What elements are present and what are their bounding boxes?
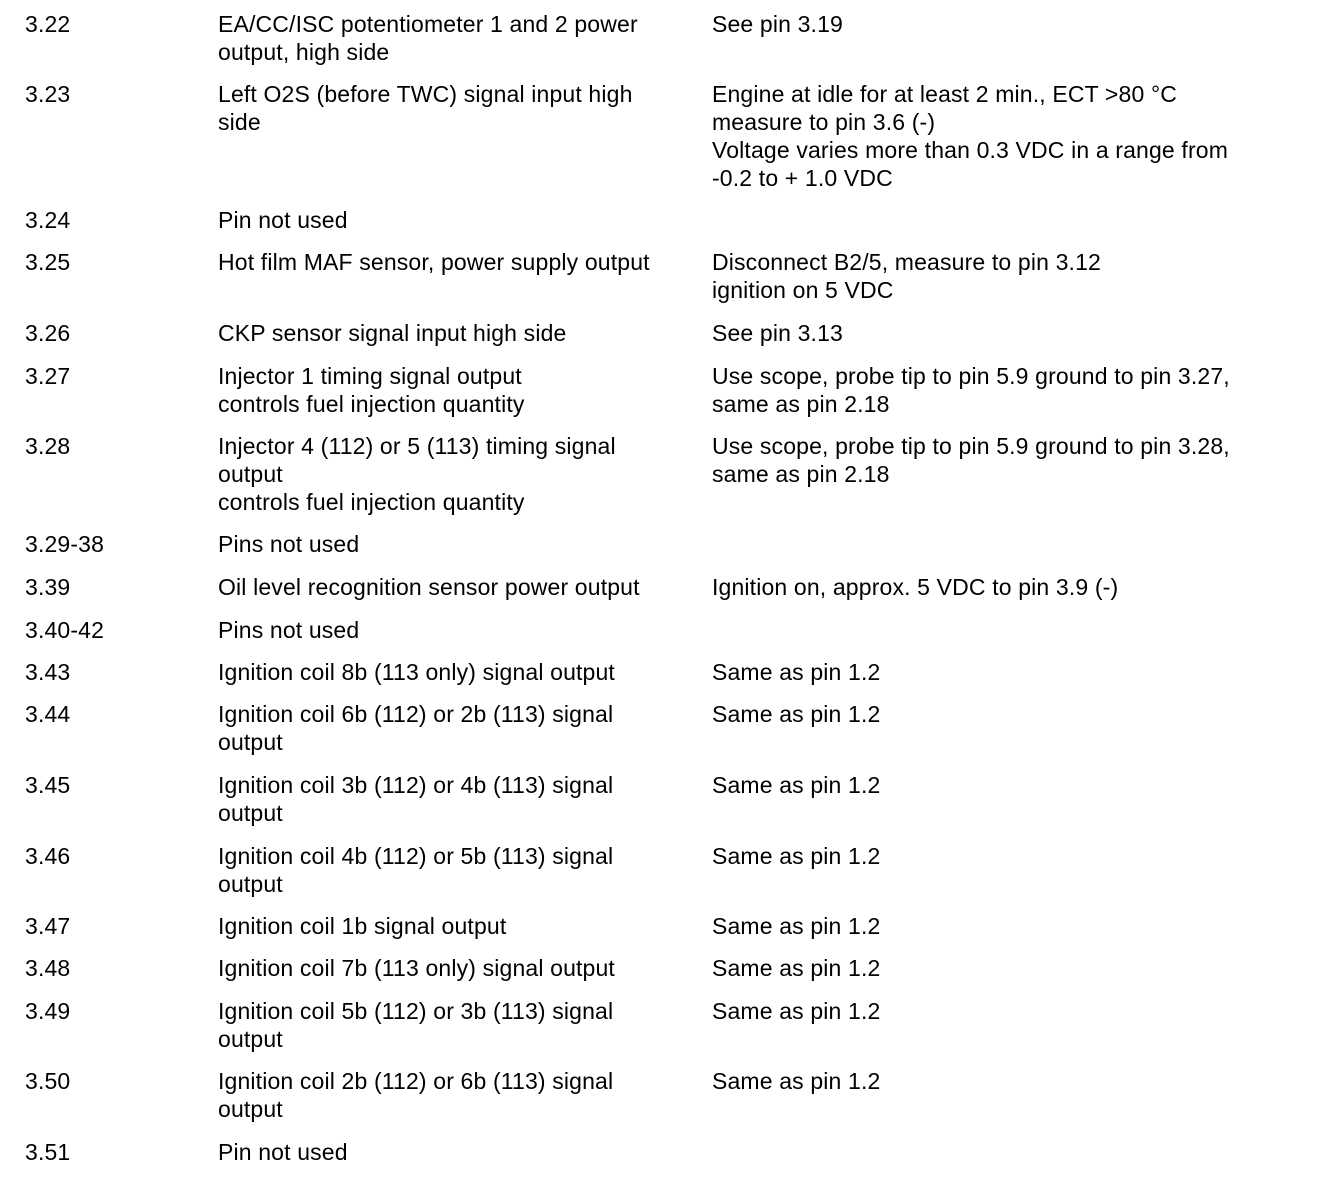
pin-test-value: Same as pin 1.2 <box>712 772 881 798</box>
pin-number: 3.46 <box>25 843 71 869</box>
pin-number: 3.50 <box>25 1068 71 1094</box>
pin-description: Pins not used <box>218 617 360 643</box>
pin-test-value: Same as pin 1.2 <box>712 1068 881 1094</box>
pin-test-value: Ignition on, approx. 5 VDC to pin 3.9 (-) <box>712 574 1119 600</box>
pin-description: CKP sensor signal input high side <box>218 320 567 346</box>
pin-test-value: Use scope, probe tip to pin 5.9 ground to pin 3.28, same as pin 2.18 <box>712 433 1230 487</box>
pin-description: Ignition coil 7b (113 only) signal output <box>218 955 615 981</box>
pin-description: Left O2S (before TWC) signal input high side <box>218 81 633 135</box>
pin-number: 3.45 <box>25 772 71 798</box>
pin-test-value: Engine at idle for at least 2 min., ECT >80 °C measure to pin 3.6 (-) Voltage varies more than 0.3 VDC in a range from -0.2 to + 1.0 VDC <box>712 81 1229 191</box>
pin-description: Ignition coil 3b (112) or 4b (113) signal output <box>218 772 614 826</box>
pin-number: 3.51 <box>25 1139 71 1165</box>
pin-number: 3.44 <box>25 701 71 727</box>
pin-test-value: Same as pin 1.2 <box>712 701 881 727</box>
pin-description: Ignition coil 4b (112) or 5b (113) signal output <box>218 843 614 897</box>
pin-description: EA/CC/ISC potentiometer 1 and 2 power output, high side <box>218 11 638 65</box>
pin-description: Hot film MAF sensor, power supply output <box>218 249 650 275</box>
pin-description: Ignition coil 1b signal output <box>218 913 507 939</box>
pin-test-value: Same as pin 1.2 <box>712 998 881 1024</box>
pin-test-value: See pin 3.19 <box>712 11 843 37</box>
pin-description: Pin not used <box>218 207 348 233</box>
pin-number: 3.28 <box>25 433 71 459</box>
pin-description: Pin not used <box>218 1139 348 1165</box>
pin-number: 3.48 <box>25 955 71 981</box>
pin-description: Oil level recognition sensor power output <box>218 574 640 600</box>
pin-number: 3.22 <box>25 11 71 37</box>
pin-number: 3.26 <box>25 320 71 346</box>
pin-test-value: Same as pin 1.2 <box>712 659 881 685</box>
pin-number: 3.25 <box>25 249 71 275</box>
pin-test-value: See pin 3.13 <box>712 320 843 346</box>
pin-number: 3.24 <box>25 207 71 233</box>
pin-description: Ignition coil 5b (112) or 3b (113) signal output <box>218 998 614 1052</box>
pin-test-value: Same as pin 1.2 <box>712 843 881 869</box>
pin-description: Ignition coil 2b (112) or 6b (113) signal output <box>218 1068 614 1122</box>
pin-test-value: Same as pin 1.2 <box>712 913 881 939</box>
pin-test-value: Same as pin 1.2 <box>712 955 881 981</box>
pin-test-value: Disconnect B2/5, measure to pin 3.12 ignition on 5 VDC <box>712 249 1101 303</box>
pin-description: Pins not used <box>218 531 360 557</box>
pin-number: 3.27 <box>25 363 71 389</box>
pin-description: Injector 4 (112) or 5 (113) timing signal output controls fuel injection quantity <box>218 433 616 515</box>
pin-number: 3.23 <box>25 81 71 107</box>
pin-number: 3.40-42 <box>25 617 105 643</box>
pin-number: 3.43 <box>25 659 71 685</box>
pin-number: 3.49 <box>25 998 71 1024</box>
pin-description: Injector 1 timing signal output controls fuel injection quantity <box>218 363 525 417</box>
pin-description: Ignition coil 8b (113 only) signal output <box>218 659 615 685</box>
pin-test-value: Use scope, probe tip to pin 5.9 ground to pin 3.27, same as pin 2.18 <box>712 363 1230 417</box>
pin-number: 3.39 <box>25 574 71 600</box>
pin-number: 3.47 <box>25 913 71 939</box>
pin-description: Ignition coil 6b (112) or 2b (113) signal output <box>218 701 614 755</box>
pin-number: 3.29-38 <box>25 531 105 557</box>
